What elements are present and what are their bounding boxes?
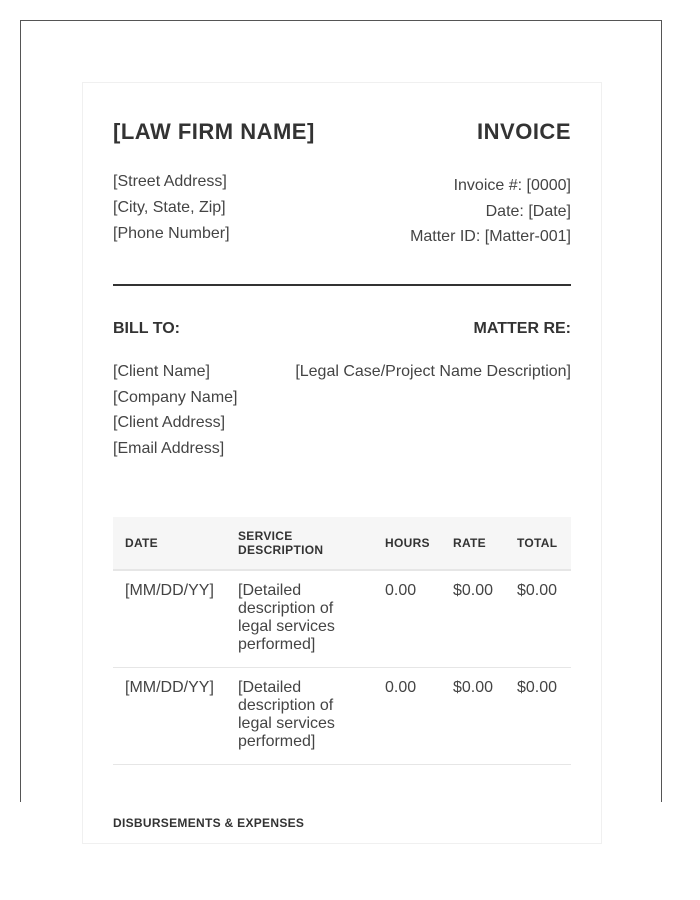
header-rate: RATE bbox=[453, 536, 486, 550]
row-description-line: [Detailed bbox=[238, 679, 302, 696]
row-description bbox=[238, 582, 358, 654]
firm-address-block bbox=[113, 169, 230, 247]
matter-re-label: MATTER RE: bbox=[473, 320, 571, 337]
table-row bbox=[113, 668, 571, 765]
company-name: [Company Name] bbox=[113, 388, 238, 406]
row-description-line: description of bbox=[238, 697, 334, 714]
invoice-number: Invoice #: [0000] bbox=[453, 177, 571, 194]
matter-id: Matter ID: [Matter-001] bbox=[410, 228, 571, 245]
client-email: [Email Address] bbox=[113, 439, 225, 457]
header-divider bbox=[113, 284, 571, 286]
row-rate: $0.00 bbox=[453, 582, 494, 599]
row-description-line: performed] bbox=[238, 733, 316, 750]
firm-street: [Street Address] bbox=[113, 173, 227, 190]
document-viewport bbox=[20, 20, 662, 830]
services-table bbox=[113, 517, 571, 765]
row-total: $0.00 bbox=[517, 679, 558, 696]
header-service-description bbox=[238, 529, 358, 557]
firm-city-state-zip: [City, State, Zip] bbox=[113, 199, 226, 216]
header-hours: HOURS bbox=[385, 536, 430, 550]
disbursements-label: DISBURSEMENTS & EXPENSES bbox=[113, 816, 305, 830]
matter-description: [Legal Case/Project Name Description] bbox=[295, 363, 571, 380]
row-date: [MM/DD/YY] bbox=[125, 679, 214, 696]
row-description-line: legal services bbox=[238, 715, 335, 732]
row-description-line: legal services bbox=[238, 618, 335, 635]
row-date: [MM/DD/YY] bbox=[125, 582, 214, 599]
invoice-sheet bbox=[82, 82, 602, 844]
table-header bbox=[113, 517, 571, 571]
invoice-header bbox=[113, 119, 571, 149]
row-rate: $0.00 bbox=[453, 679, 494, 696]
client-name: [Client Name] bbox=[113, 363, 210, 380]
row-total: $0.00 bbox=[517, 582, 558, 599]
invoice-title: INVOICE bbox=[477, 119, 571, 144]
invoice-meta-block bbox=[410, 173, 571, 250]
header-service-line2: DESCRIPTION bbox=[238, 543, 324, 557]
row-hours: 0.00 bbox=[385, 679, 417, 696]
row-description-line: description of bbox=[238, 600, 334, 617]
header-service-line1: SERVICE bbox=[238, 529, 293, 543]
row-description bbox=[238, 679, 358, 751]
row-description-line: [Detailed bbox=[238, 582, 302, 599]
invoice-date: Date: [Date] bbox=[485, 202, 571, 220]
firm-phone: [Phone Number] bbox=[113, 225, 230, 242]
bill-to-label: BILL TO: bbox=[113, 320, 180, 337]
header-total: TOTAL bbox=[517, 536, 558, 550]
bill-to-block bbox=[113, 359, 238, 461]
header-date: DATE bbox=[125, 536, 158, 550]
table-row bbox=[113, 571, 571, 668]
row-hours: 0.00 bbox=[385, 582, 417, 599]
firm-name: [LAW FIRM NAME] bbox=[113, 119, 315, 144]
row-description-line: performed] bbox=[238, 636, 316, 653]
client-address: [Client Address] bbox=[113, 414, 226, 431]
